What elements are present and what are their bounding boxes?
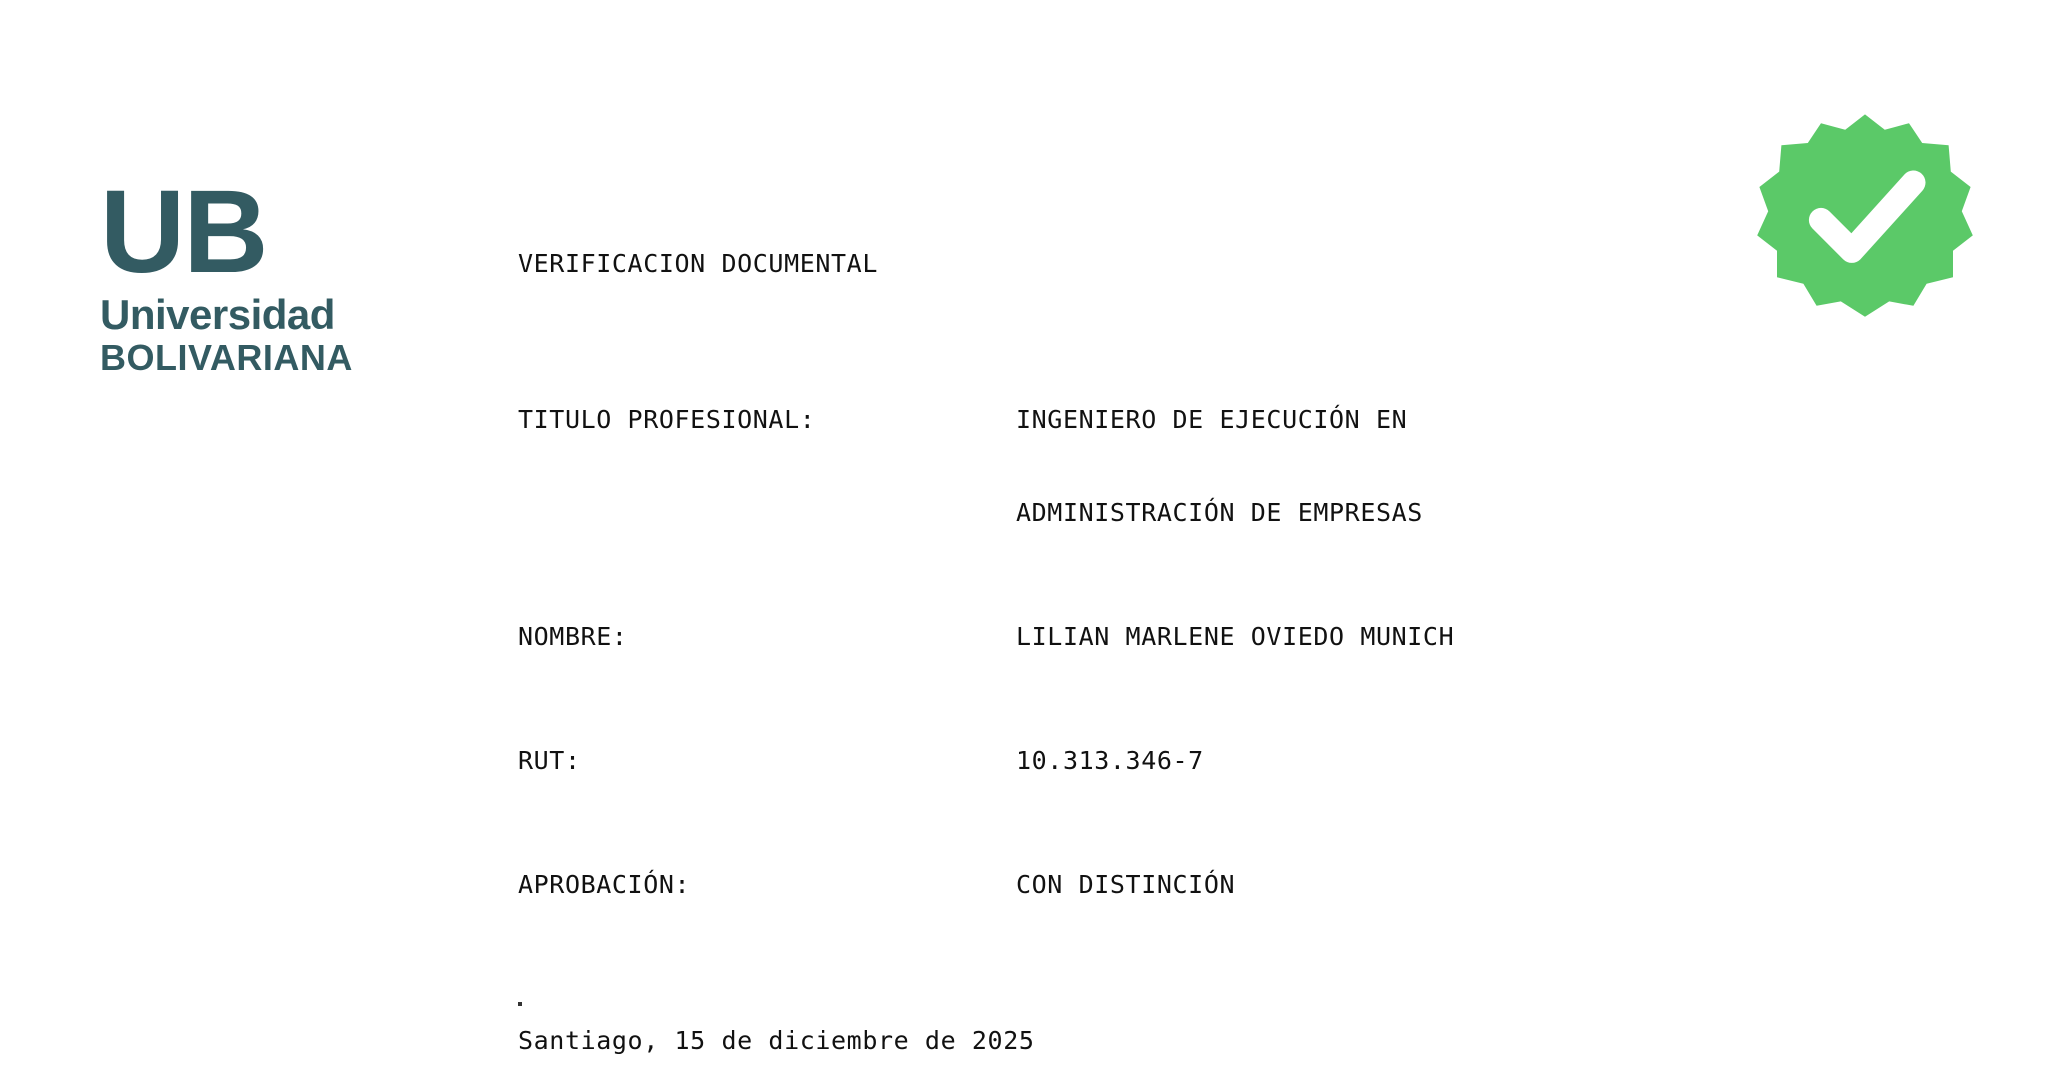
place-and-date: Santiago, 15 de diciembre de 2025 xyxy=(518,1026,1035,1055)
logo-universidad-text: Universidad xyxy=(100,290,335,338)
field-row-rut xyxy=(518,745,1454,776)
field-value-aprobacion: CON DISTINCIÓN xyxy=(1016,870,1236,899)
logo-monogram: UB xyxy=(100,166,267,298)
verified-check-icon xyxy=(1755,110,1975,330)
page-artifact-dot xyxy=(518,1002,522,1006)
document-heading: VERIFICACION DOCUMENTAL xyxy=(518,249,878,278)
field-value-rut: 10.313.346-7 xyxy=(1016,746,1204,775)
field-label-titulo: TITULO PROFESIONAL: xyxy=(518,405,816,434)
field-row-titulo xyxy=(518,404,1454,435)
field-value-titulo-cont: ADMINISTRACIÓN DE EMPRESAS xyxy=(1016,498,1423,527)
field-label-rut: RUT: xyxy=(518,746,581,775)
field-row-aprobacion xyxy=(518,869,1454,900)
logo-bolivariana-text: BOLIVARIANA xyxy=(100,336,353,378)
field-value-titulo: INGENIERO DE EJECUCIÓN EN xyxy=(1016,405,1408,434)
field-value-nombre: LILIAN MARLENE OVIEDO MUNICH xyxy=(1016,622,1455,651)
field-label-nombre: NOMBRE: xyxy=(518,622,628,651)
field-row-nombre xyxy=(518,621,1454,652)
university-logo xyxy=(100,166,390,378)
verification-document xyxy=(518,155,1454,1087)
field-label-aprobacion: APROBACIÓN: xyxy=(518,870,691,899)
